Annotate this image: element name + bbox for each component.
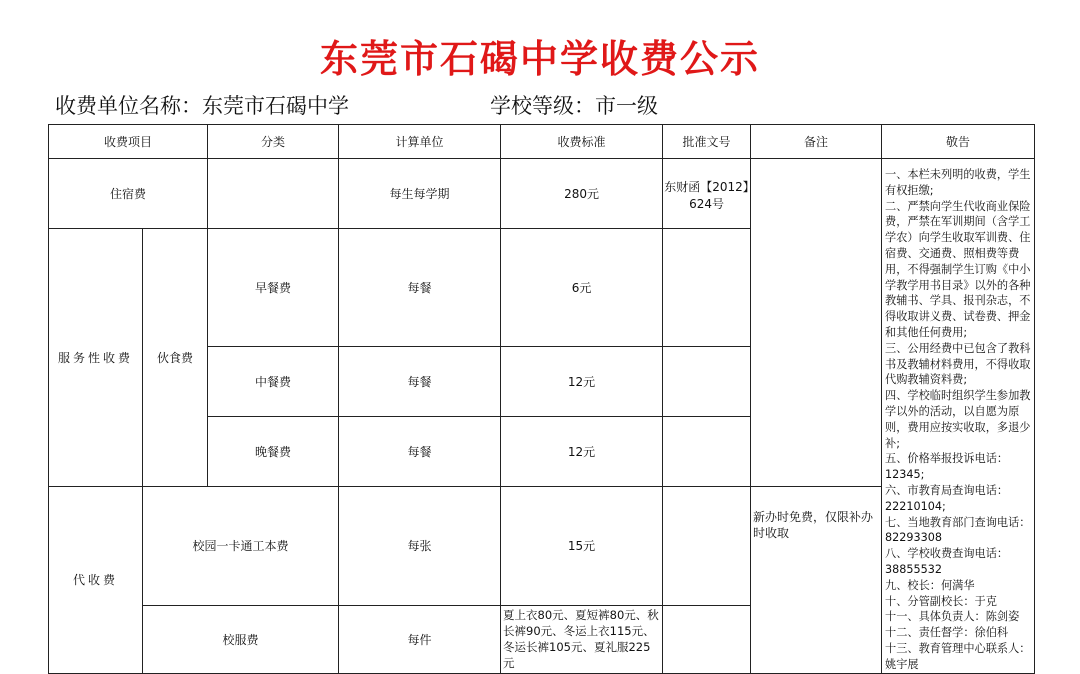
lunch-unit: 每餐 bbox=[339, 347, 501, 417]
notice-line: 七、当地教育部门查询电话：82293308 bbox=[885, 515, 1031, 545]
breakfast-category: 早餐费 bbox=[208, 229, 339, 347]
notice-line: 十二、责任督学：徐伯科 bbox=[885, 626, 1009, 640]
uniform-category: 校服费 bbox=[143, 605, 339, 673]
lodging-category bbox=[208, 159, 339, 229]
page-title: 东莞市石碣中学收费公示 bbox=[319, 37, 760, 81]
header-item: 收费项目 bbox=[49, 125, 208, 159]
remark-empty bbox=[751, 159, 882, 487]
lodging-item: 住宿费 bbox=[49, 159, 208, 229]
uniform-unit: 每件 bbox=[339, 605, 501, 673]
uniform-approval bbox=[663, 605, 751, 673]
meal-fee-group: 伙食费 bbox=[143, 229, 208, 487]
lodging-unit: 每生每学期 bbox=[339, 159, 501, 229]
card-remark: 新办时免费，仅限补办时收取 bbox=[751, 487, 882, 673]
dinner-approval bbox=[663, 417, 751, 487]
lunch-category: 中餐费 bbox=[208, 347, 339, 417]
breakfast-approval bbox=[663, 229, 751, 347]
header-remark: 备注 bbox=[751, 125, 882, 159]
notice-line: 二、严禁向学生代收商业保险费，严禁在军训期间（含学工学农）向学生收取军训费、住宿费、交通费、照相费等费用，不得强制学生订购《中小学教学用书目录》以外的各种教辅书、学具、报刊杂志，不得收取讲义费、试卷费、押金和其他任何费用; bbox=[885, 199, 1031, 339]
fee-unit-label: 收费单位名称：东莞市石碣中学 bbox=[55, 94, 349, 118]
notice-cell bbox=[882, 159, 1035, 674]
service-fee-group: 服务性收费 bbox=[49, 229, 143, 487]
card-standard: 15元 bbox=[501, 487, 663, 605]
notice-line: 九、校长：何满华 bbox=[885, 578, 975, 592]
lunch-approval bbox=[663, 347, 751, 417]
dinner-standard: 12元 bbox=[501, 417, 663, 487]
notice-line: 十、分管副校长：于克 bbox=[885, 594, 997, 608]
card-approval bbox=[663, 487, 751, 605]
fee-table bbox=[48, 124, 1035, 674]
header-notice: 敬告 bbox=[882, 125, 1035, 159]
header-approval: 批准文号 bbox=[663, 125, 751, 159]
notice-line: 十三、教育管理中心联系人：姚宇展 bbox=[885, 641, 1031, 671]
card-unit: 每张 bbox=[339, 487, 501, 605]
notice-line: 一、本栏未列明的收费，学生有权拒缴; bbox=[885, 168, 1031, 197]
lodging-standard: 280元 bbox=[501, 159, 663, 229]
notice-line: 五、价格举报投诉电话：12345; bbox=[885, 452, 1009, 482]
header-standard: 收费标准 bbox=[501, 125, 663, 159]
lodging-approval: 东财函【2012】624号 bbox=[663, 159, 751, 229]
breakfast-standard: 6元 bbox=[501, 229, 663, 347]
dinner-category: 晚餐费 bbox=[208, 417, 339, 487]
card-category: 校园一卡通工本费 bbox=[143, 487, 339, 605]
notice-line: 三、公用经费中已包含了教科书及教辅材料费用，不得收取代购教辅资料费; bbox=[885, 341, 1031, 387]
collect-fee-group: 代收费 bbox=[49, 487, 143, 673]
notice-line: 十一、具体负责人：陈剑姿 bbox=[885, 610, 1020, 624]
table-row bbox=[49, 159, 1035, 229]
uniform-standard: 夏上衣80元、夏短裤80元、秋长裤90元、冬运上衣115元、冬运长裤105元、夏礼服225元 bbox=[501, 605, 663, 673]
notice-line: 八、学校收费查询电话：38855532 bbox=[885, 547, 1009, 576]
notice-line: 四、学校临时组织学生参加教学以外的活动，以自愿为原则，费用应按实收取，多退少补; bbox=[885, 389, 1031, 450]
school-level-label: 学校等级：市一级 bbox=[490, 94, 658, 118]
notice-line: 六、市教育局查询电话：22210104; bbox=[885, 483, 1009, 513]
breakfast-unit: 每餐 bbox=[339, 229, 501, 347]
header-category: 分类 bbox=[208, 125, 339, 159]
header-row bbox=[49, 125, 1035, 159]
header-unit: 计算单位 bbox=[339, 125, 501, 159]
lunch-standard: 12元 bbox=[501, 347, 663, 417]
dinner-unit: 每餐 bbox=[339, 417, 501, 487]
